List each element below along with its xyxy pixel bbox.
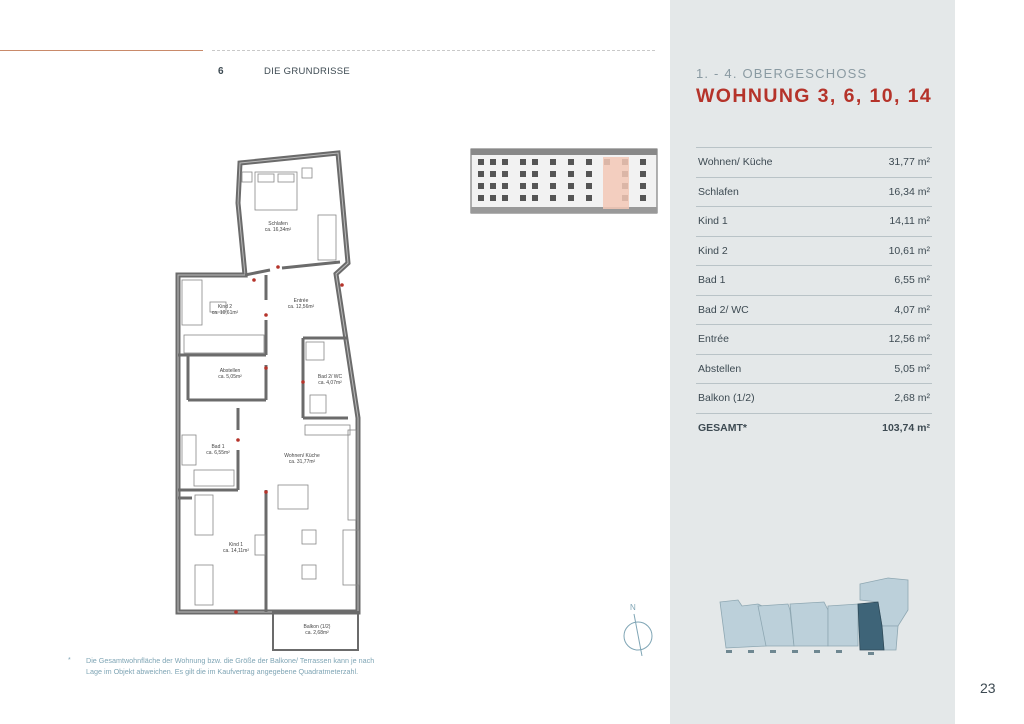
label-bad1-name: Bad 1: [211, 444, 225, 450]
room-name: Kind 2: [698, 244, 728, 257]
room-row: [696, 384, 932, 414]
footnote-text: Die Gesamtwohnfläche der Wohnung bzw. die Größe der Balkone/ Terrassen kann je nach Lage im Objekt abweichen. Es gilt die im Kaufvertrag angegebene Quadratmeterzahl.: [86, 656, 375, 676]
site-plan: [718, 570, 918, 660]
room-area: 4,07 m²: [894, 303, 930, 316]
room-area: 16,34 m²: [888, 185, 930, 198]
room-row: [696, 237, 932, 267]
room-name: Entrée: [698, 333, 729, 346]
label-entree-name: Entrée: [293, 298, 309, 304]
room-area: 2,68 m²: [894, 392, 930, 405]
header-dashed-rule: [212, 50, 655, 51]
room-area: 31,77 m²: [888, 156, 930, 169]
room-name: Balkon (1/2): [698, 392, 755, 405]
label-kind2-name: Kind 2: [217, 304, 233, 310]
footnote-marker: *: [68, 657, 71, 664]
label-abstellen-area: ca. 5,05m²: [218, 374, 242, 380]
label-kind2-area: ca. 10,61m²: [211, 310, 239, 316]
room-area: 10,61 m²: [888, 244, 930, 257]
room-row: [696, 148, 932, 178]
page-number-left: 6: [218, 66, 224, 77]
header-accent-rule: [0, 50, 203, 51]
room-row: [696, 355, 932, 385]
room-name: Kind 1: [698, 215, 728, 228]
total-area: 103,74 m²: [882, 421, 930, 434]
label-bad2-area: ca. 4,07m²: [318, 380, 342, 386]
room-name: Abstellen: [698, 362, 742, 375]
facade-thumbnail: [470, 147, 660, 217]
compass-label: N: [630, 603, 636, 612]
floor-plan: [170, 150, 385, 655]
room-area: 14,11 m²: [889, 215, 930, 228]
room-row: [696, 178, 932, 208]
label-abstellen-name: Abstellen: [219, 368, 241, 374]
room-area-table: [696, 147, 932, 442]
room-name: Schlafen: [698, 185, 739, 198]
room-name: Bad 2/ WC: [698, 303, 749, 316]
section-title: DIE GRUNDRISSE: [264, 66, 351, 77]
room-row: [696, 207, 932, 237]
label-bad1-area: ca. 6,55m²: [206, 450, 230, 456]
total-row: [696, 414, 932, 443]
facade-highlight: [603, 157, 629, 209]
label-schlafen-name: Schlafen: [268, 221, 288, 227]
label-entree-area: ca. 12,56m²: [287, 304, 315, 310]
page-number-right: 23: [980, 680, 996, 696]
room-area: 12,56 m²: [888, 333, 930, 346]
label-wohnen-area: ca. 31,77m²: [288, 459, 316, 465]
room-area: 6,55 m²: [894, 274, 930, 287]
label-kind1-name: Kind 1: [228, 542, 244, 548]
compass: [618, 600, 658, 656]
total-label: GESAMT*: [698, 421, 748, 434]
label-balkon-area: ca. 2,68m²: [305, 630, 329, 636]
label-bad2-name: Bad 2/ WC: [317, 374, 343, 380]
label-kind1-area: ca. 14,11m²: [222, 548, 250, 554]
apartment-title: WOHNUNG 3, 6, 10, 14: [696, 85, 933, 107]
label-wohnen-name: Wohnen/ Küche: [284, 453, 320, 459]
room-name: Wohnen/ Küche: [698, 156, 773, 169]
room-row: [696, 266, 932, 296]
label-schlafen-area: ca. 16,34m²: [264, 227, 292, 233]
floor-label: 1. - 4. OBERGESCHOSS: [696, 66, 868, 81]
label-balkon-name: Balkon (1/2): [303, 624, 331, 630]
room-area: 5,05 m²: [894, 362, 930, 375]
room-row: [696, 296, 932, 326]
room-row: [696, 325, 932, 355]
room-name: Bad 1: [698, 274, 726, 287]
